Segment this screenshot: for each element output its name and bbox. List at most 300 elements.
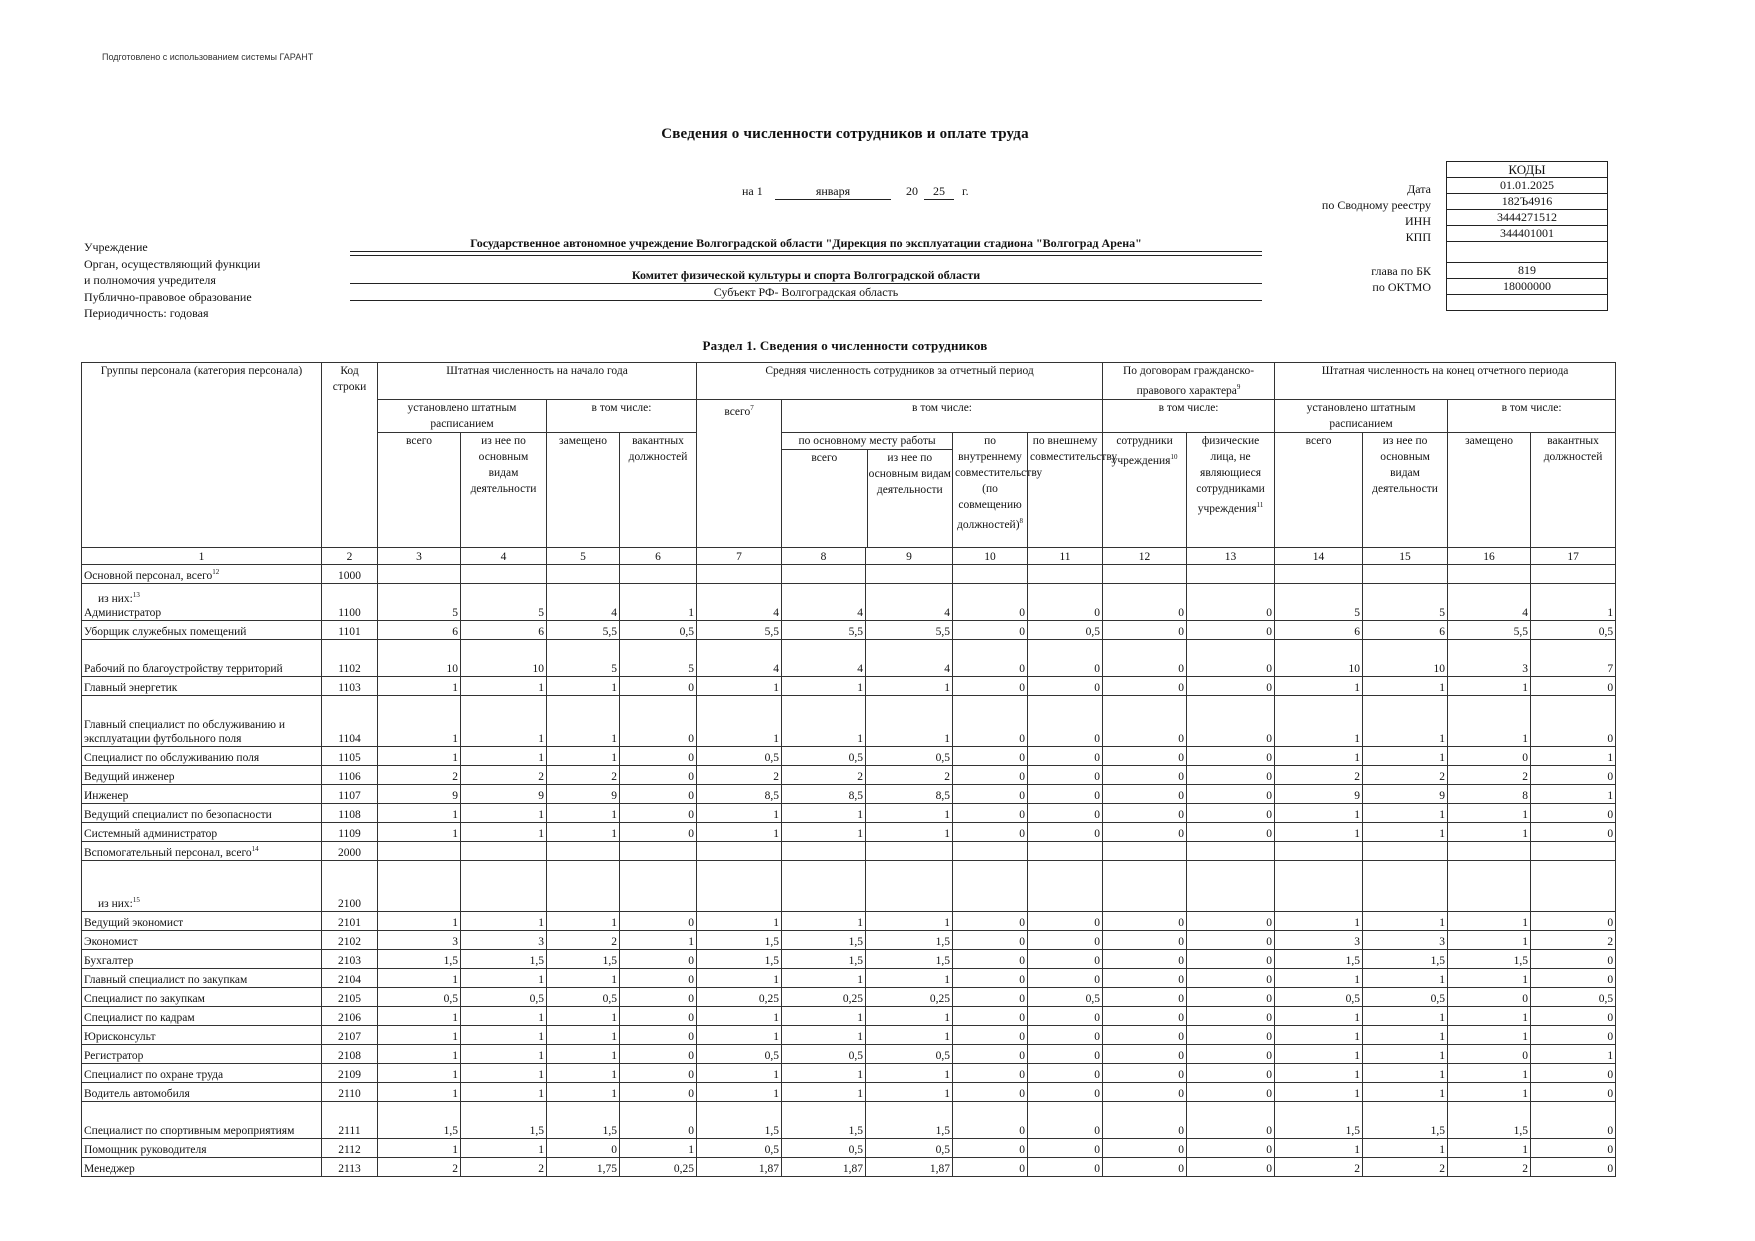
cell-value: 5,5: [866, 620, 953, 639]
th-start-incl: в том числе:: [547, 399, 697, 432]
cell-value: 0: [1028, 822, 1103, 841]
cell-value: 3: [1448, 639, 1531, 676]
cell-value: 0: [1187, 822, 1275, 841]
date-prefix: на 1: [742, 184, 763, 198]
table-row: [82, 987, 1616, 1006]
cell-value: 0: [1531, 1082, 1616, 1101]
cell-value: 0: [1103, 949, 1187, 968]
row-code: 2101: [322, 911, 378, 930]
table-row: [82, 949, 1616, 968]
cell-value: 1: [1363, 695, 1448, 746]
cell-value: 0: [1103, 1082, 1187, 1101]
cell-value: 5: [620, 639, 697, 676]
cell-value: 4: [866, 583, 953, 620]
cell-value: 1: [620, 930, 697, 949]
cell-value: 3: [1363, 930, 1448, 949]
institution-value: Государственное автономное учреждение Волгоградской области "Дирекция по эксплуатации стадиона "Волгоград Арена": [350, 236, 1262, 252]
code-label-registry: по Сводному реестру: [1321, 198, 1431, 212]
row-name: [82, 987, 322, 1006]
row-name: [82, 930, 322, 949]
cell-value: 3: [461, 930, 547, 949]
table-row: [82, 803, 1616, 822]
cell-value: 5,5: [1448, 620, 1531, 639]
cell-value: [1275, 841, 1363, 860]
cell-value: 1: [697, 968, 782, 987]
table-row: [82, 1025, 1616, 1044]
cell-value: 1: [866, 1006, 953, 1025]
table-row: [82, 860, 1616, 911]
cell-value: 1: [547, 1082, 620, 1101]
row-name-text: Вспомогательный персонал, всего: [84, 846, 252, 859]
row-code: 2000: [322, 841, 378, 860]
cell-value: 0: [1187, 1082, 1275, 1101]
cell-value: 1: [547, 803, 620, 822]
cell-value: 1,5: [1363, 949, 1448, 968]
cell-value: 1,5: [547, 949, 620, 968]
cell-value: 1: [1448, 1006, 1531, 1025]
cell-value: 0,5: [782, 746, 866, 765]
cell-value: 9: [1275, 784, 1363, 803]
cell-value: 0: [1103, 765, 1187, 784]
row-code: 2111: [322, 1101, 378, 1138]
cell-value: 1: [782, 676, 866, 695]
cell-value: 10: [378, 639, 461, 676]
cell-value: 1: [1363, 1138, 1448, 1157]
row-code: 1103: [322, 676, 378, 695]
cell-value: 0: [1187, 803, 1275, 822]
cell-value: 9: [1363, 784, 1448, 803]
cell-value: 1: [866, 1025, 953, 1044]
row-code: 1100: [322, 583, 378, 620]
cell-value: 0,5: [1028, 987, 1103, 1006]
column-number: 17: [1531, 547, 1616, 564]
cell-value: 0: [620, 784, 697, 803]
cell-value: 0: [1187, 987, 1275, 1006]
th-end-main: из нее по основным видам деятельности: [1363, 432, 1448, 547]
cell-value: [1531, 841, 1616, 860]
cell-value: 0: [1187, 1063, 1275, 1082]
column-number: 16: [1448, 547, 1531, 564]
row-name-text: Уборщик служебных помещений: [84, 625, 247, 638]
cell-value: 2: [378, 1157, 461, 1176]
cell-value: 0: [1187, 676, 1275, 695]
cell-value: 1: [697, 1082, 782, 1101]
table-row: [82, 639, 1616, 676]
cell-value: 0: [620, 1101, 697, 1138]
cell-value: 0: [1103, 968, 1187, 987]
cell-value: [378, 860, 461, 911]
table-row: [82, 1063, 1616, 1082]
th-end-incl: в том числе:: [1448, 399, 1616, 432]
row-name: [82, 1138, 322, 1157]
cell-value: 0: [1187, 784, 1275, 803]
cell-value: 0: [1103, 1101, 1187, 1138]
row-code: 2104: [322, 968, 378, 987]
cell-value: 0: [1028, 784, 1103, 803]
codes-table: [1446, 161, 1608, 311]
cell-value: 1: [461, 1006, 547, 1025]
th-avg-main-place: [782, 432, 953, 547]
cell-value: 8,5: [866, 784, 953, 803]
cell-value: 1,5: [782, 1101, 866, 1138]
th-end-vacant: вакантных должностей: [1531, 432, 1616, 547]
cell-value: [378, 564, 461, 583]
th-code: Код строки: [322, 363, 378, 548]
table-row: [82, 1101, 1616, 1138]
cell-value: 1,5: [697, 930, 782, 949]
table-body: [82, 547, 1616, 1176]
row-name: [82, 639, 322, 676]
cell-value: 1: [461, 695, 547, 746]
cell-value: 0: [1187, 583, 1275, 620]
cell-value: 0: [620, 822, 697, 841]
row-name: [82, 860, 322, 911]
row-name: [82, 949, 322, 968]
table-row: [82, 822, 1616, 841]
cell-value: 0: [1187, 911, 1275, 930]
cell-value: 0: [1187, 968, 1275, 987]
cell-value: 0: [1103, 1138, 1187, 1157]
row-name-text-2: Администратор: [84, 606, 162, 619]
public-value: Субъект РФ- Волгоградская область: [350, 285, 1262, 301]
cell-value: [697, 860, 782, 911]
row-code: 1108: [322, 803, 378, 822]
cell-value: [378, 841, 461, 860]
table-row: [82, 930, 1616, 949]
cell-value: 1: [1275, 695, 1363, 746]
th-main-place-label: по основному месту работы: [782, 433, 952, 450]
cell-value: 1: [1448, 1025, 1531, 1044]
cell-value: 2: [1531, 930, 1616, 949]
th-start-filled: замещено: [547, 432, 620, 547]
cell-value: 1,5: [1363, 1101, 1448, 1138]
cell-value: 0: [620, 1006, 697, 1025]
cell-value: 3: [1275, 930, 1363, 949]
cell-value: [1363, 841, 1448, 860]
row-code: 2109: [322, 1063, 378, 1082]
cell-value: 1: [1363, 1006, 1448, 1025]
cell-value: 2: [1363, 765, 1448, 784]
row-name: [82, 1101, 322, 1138]
row-name-text: Бухгалтер: [84, 954, 134, 967]
cell-value: 0: [620, 1025, 697, 1044]
code-registry: 182Ъ4916: [1447, 194, 1608, 210]
cell-value: 1: [1275, 803, 1363, 822]
cell-value: 0,25: [697, 987, 782, 1006]
cell-value: 1: [1363, 1044, 1448, 1063]
cell-value: [1103, 564, 1187, 583]
cell-value: [953, 860, 1028, 911]
cell-value: 1: [1363, 1063, 1448, 1082]
cell-value: 0: [1028, 1138, 1103, 1157]
cell-value: 6: [1275, 620, 1363, 639]
row-code: 2102: [322, 930, 378, 949]
th-start: Штатная численность на начало года: [378, 363, 697, 400]
cell-value: 0: [620, 695, 697, 746]
cell-value: 1,5: [1275, 1101, 1363, 1138]
cell-value: 0,5: [866, 746, 953, 765]
row-code: 2112: [322, 1138, 378, 1157]
cell-value: 1: [1275, 1063, 1363, 1082]
row-code: 1000: [322, 564, 378, 583]
cell-value: 0: [953, 803, 1028, 822]
row-name-text: Главный специалист по обслуживанию и эксплуатации футбольного поля: [84, 718, 285, 745]
cell-value: 1: [1448, 1138, 1531, 1157]
row-code: 2106: [322, 1006, 378, 1025]
cell-value: 9: [461, 784, 547, 803]
cell-value: 0,25: [620, 1157, 697, 1176]
cell-value: 0: [1531, 765, 1616, 784]
cell-value: 8: [1448, 784, 1531, 803]
date-month: января: [775, 184, 891, 200]
cell-value: 1: [547, 822, 620, 841]
column-number: 7: [697, 547, 782, 564]
cell-value: 1: [461, 1025, 547, 1044]
cell-value: 0: [1103, 911, 1187, 930]
cell-value: 0: [1187, 746, 1275, 765]
cell-value: 1: [547, 1063, 620, 1082]
cell-value: [1103, 860, 1187, 911]
cell-value: 6: [378, 620, 461, 639]
cell-value: 4: [782, 639, 866, 676]
cell-value: 0: [1531, 803, 1616, 822]
cell-value: [1363, 860, 1448, 911]
th-internal-sup: 8: [1019, 516, 1024, 525]
cell-value: 0: [953, 930, 1028, 949]
cell-value: 2: [1363, 1157, 1448, 1176]
cell-value: 1,5: [1275, 949, 1363, 968]
cell-value: 0: [620, 968, 697, 987]
cell-value: 2: [782, 765, 866, 784]
cell-value: 1: [461, 1044, 547, 1063]
codes-header: КОДЫ: [1447, 162, 1608, 178]
cell-value: [1028, 860, 1103, 911]
cell-value: 0: [1531, 1025, 1616, 1044]
cell-value: 4: [782, 583, 866, 620]
row-code: 2110: [322, 1082, 378, 1101]
column-number: 13: [1187, 547, 1275, 564]
column-number: 9: [866, 547, 953, 564]
th-avg-main-total: всего: [782, 450, 868, 547]
cell-value: 0: [953, 676, 1028, 695]
cell-value: [782, 841, 866, 860]
column-number: 6: [620, 547, 697, 564]
th-gph-sup: 9: [1236, 383, 1241, 391]
th-end: Штатная численность на конец отчетного периода: [1275, 363, 1616, 400]
cell-value: 1: [1363, 676, 1448, 695]
cell-value: [1531, 564, 1616, 583]
cell-value: [1028, 841, 1103, 860]
row-name-text: Рабочий по благоустройству территорий: [84, 662, 283, 675]
cell-value: 1: [697, 1025, 782, 1044]
cell-value: 0: [1103, 1044, 1187, 1063]
cell-value: 2: [1275, 1157, 1363, 1176]
cell-value: 0: [620, 676, 697, 695]
cell-value: 1,5: [697, 949, 782, 968]
cell-value: 0: [620, 987, 697, 1006]
cell-value: 5: [378, 583, 461, 620]
cell-value: 0: [1103, 746, 1187, 765]
row-name: [82, 968, 322, 987]
row-name-text: из них:: [98, 897, 133, 910]
cell-value: [1448, 841, 1531, 860]
cell-value: 1: [461, 1063, 547, 1082]
cell-value: 0: [620, 746, 697, 765]
code-bk: 819: [1447, 263, 1608, 279]
cell-value: 9: [547, 784, 620, 803]
cell-value: 1: [378, 676, 461, 695]
cell-value: 0: [1028, 949, 1103, 968]
cell-value: 10: [1275, 639, 1363, 676]
cell-value: 0: [1531, 1157, 1616, 1176]
cell-value: 1: [1448, 1063, 1531, 1082]
cell-value: 1: [378, 1082, 461, 1101]
th-avg-external: по внешнему совместительству: [1028, 432, 1103, 547]
cell-value: 1: [697, 1006, 782, 1025]
cell-value: 0: [1028, 639, 1103, 676]
cell-value: 2: [697, 765, 782, 784]
cell-value: 1: [378, 746, 461, 765]
cell-value: 0: [1448, 746, 1531, 765]
underline-1: [350, 255, 1262, 256]
row-footnote: 14: [251, 845, 259, 853]
row-code: 2105: [322, 987, 378, 1006]
cell-value: 1,5: [782, 949, 866, 968]
cell-value: 0: [1028, 583, 1103, 620]
th-start-total: всего: [378, 432, 461, 547]
cell-value: 1: [547, 695, 620, 746]
cell-value: 0: [1028, 695, 1103, 746]
th-avg-total-sup: 7: [750, 403, 754, 412]
table-row: [82, 695, 1616, 746]
cell-value: 0: [953, 987, 1028, 1006]
row-name-text: Инженер: [84, 789, 129, 802]
cell-value: 1: [866, 695, 953, 746]
cell-value: 1: [547, 911, 620, 930]
th-gph-incl: в том числе:: [1103, 399, 1275, 432]
row-code: 1105: [322, 746, 378, 765]
row-code: 1101: [322, 620, 378, 639]
code-label-inn: ИНН: [1405, 214, 1431, 228]
row-code: 2103: [322, 949, 378, 968]
cell-value: 0: [1103, 1006, 1187, 1025]
cell-value: 1: [1448, 911, 1531, 930]
column-number: 11: [1028, 547, 1103, 564]
cell-value: 0: [953, 746, 1028, 765]
public-label: Публично-правовое образование: [84, 290, 252, 304]
cell-value: 1: [697, 695, 782, 746]
cell-value: 0: [1531, 1063, 1616, 1082]
cell-value: 0: [1103, 784, 1187, 803]
cell-value: 0: [1187, 1025, 1275, 1044]
cell-value: 0: [953, 583, 1028, 620]
row-code: 1109: [322, 822, 378, 841]
cell-value: 5,5: [547, 620, 620, 639]
th-avg-total-text: всего: [724, 405, 751, 418]
cell-value: 1,5: [547, 1101, 620, 1138]
cell-value: 0: [953, 1101, 1028, 1138]
cell-value: 0: [620, 765, 697, 784]
cell-value: 0: [1028, 930, 1103, 949]
cell-value: 0: [1187, 949, 1275, 968]
cell-value: 0: [953, 1157, 1028, 1176]
cell-value: 2: [1275, 765, 1363, 784]
cell-value: 0: [1028, 1025, 1103, 1044]
cell-value: [1187, 564, 1275, 583]
cell-value: 0: [1028, 746, 1103, 765]
cell-value: 0: [1103, 583, 1187, 620]
code-empty-2: [1447, 295, 1608, 311]
cell-value: 0: [1028, 765, 1103, 784]
founder-label-1: Орган, осуществляющий функции: [84, 257, 261, 271]
cell-value: 0: [1028, 968, 1103, 987]
cell-value: 7: [1531, 639, 1616, 676]
cell-value: [1275, 564, 1363, 583]
staff-table: [81, 362, 1616, 1177]
table-row: [82, 676, 1616, 695]
cell-value: 10: [1363, 639, 1448, 676]
column-number: 15: [1363, 547, 1448, 564]
founder-label-2: и полномочия учредителя: [84, 273, 216, 287]
cell-value: [1448, 860, 1531, 911]
cell-value: 0: [1531, 911, 1616, 930]
cell-value: 0: [1187, 930, 1275, 949]
cell-value: 2: [461, 1157, 547, 1176]
code-label-kpp: КПП: [1405, 230, 1431, 244]
cell-value: 5,5: [782, 620, 866, 639]
column-numbers-row: [82, 547, 1616, 564]
cell-value: 1,5: [378, 1101, 461, 1138]
cell-value: [1187, 841, 1275, 860]
section-title: Раздел 1. Сведения о численности сотрудников: [702, 338, 988, 353]
th-persons-sup: 11: [1256, 500, 1264, 509]
cell-value: 0,5: [547, 987, 620, 1006]
cell-value: 1: [461, 803, 547, 822]
cell-value: 0: [1187, 1006, 1275, 1025]
cell-value: [866, 860, 953, 911]
cell-value: [547, 860, 620, 911]
table-row: [82, 765, 1616, 784]
cell-value: 0: [953, 1138, 1028, 1157]
cell-value: 5: [461, 583, 547, 620]
cell-value: 0,5: [1275, 987, 1363, 1006]
row-footnote: 12: [212, 568, 220, 576]
cell-value: 1: [378, 1063, 461, 1082]
cell-value: [461, 564, 547, 583]
cell-value: 1: [1275, 746, 1363, 765]
cell-value: 0,5: [697, 1044, 782, 1063]
code-date: 01.01.2025: [1447, 178, 1608, 194]
cell-value: 0: [1531, 695, 1616, 746]
cell-value: 1: [1363, 911, 1448, 930]
cell-value: 0: [1448, 987, 1531, 1006]
th-gph-persons: [1187, 432, 1275, 547]
cell-value: 0: [953, 695, 1028, 746]
cell-value: [461, 860, 547, 911]
cell-value: 0,5: [866, 1044, 953, 1063]
cell-value: 0,5: [1363, 987, 1448, 1006]
th-avg: Средняя численность сотрудников за отчетный период: [697, 363, 1103, 400]
cell-value: 4: [697, 639, 782, 676]
th-end-total: всего: [1275, 432, 1363, 547]
cell-value: 0: [1187, 620, 1275, 639]
row-code: 2113: [322, 1157, 378, 1176]
table-row: [82, 784, 1616, 803]
cell-value: [866, 841, 953, 860]
cell-value: 0: [953, 1044, 1028, 1063]
cell-value: 2: [547, 765, 620, 784]
th-start-vacant: вакантных должностей: [620, 432, 697, 547]
